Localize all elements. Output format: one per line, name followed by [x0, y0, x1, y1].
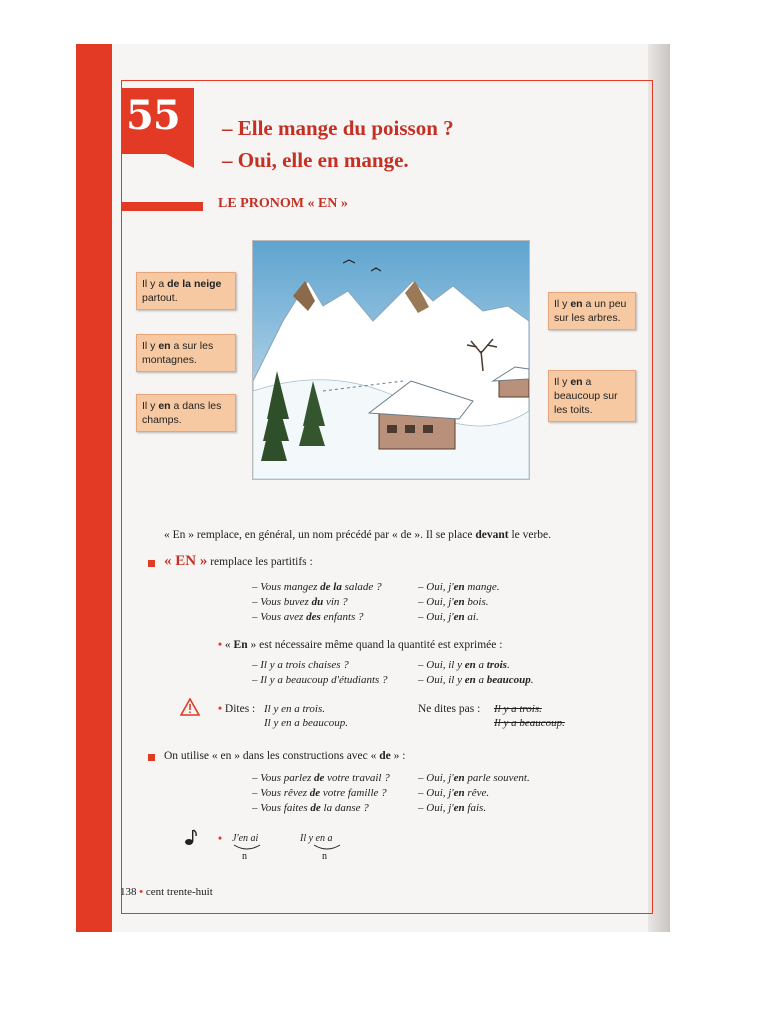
partitive-question-1: – Vous mangez de la salade ? — [252, 581, 382, 593]
incorrect-example-2: Il y a beaucoup. — [494, 717, 565, 729]
quantity-answer-1: – Oui, il y en a trois. — [418, 659, 510, 671]
construction-answer-3: – Oui, j'en fais. — [418, 802, 487, 814]
subtitle-ribbon — [121, 202, 203, 211]
label-on-trees: Il y en a un peu sur les arbres. — [548, 292, 636, 330]
lesson-number: 55 — [126, 92, 180, 139]
textbook-page — [76, 44, 670, 932]
incorrect-example-1: Il y a trois. — [494, 703, 542, 715]
snow-scene-illustration — [252, 240, 530, 480]
construction-question-1: – Vous parlez de votre travail ? — [252, 772, 390, 784]
lesson-subtitle: LE PRONOM « EN » — [218, 196, 348, 211]
section2-heading: On utilise « en » dans les constructions avec « de » : — [164, 750, 406, 762]
section1-heading: « EN » remplace les partitifs : — [164, 553, 313, 569]
liaison-arc-2 — [312, 844, 342, 852]
label-on-mountains: Il y en a sur les montagnes. — [136, 334, 236, 372]
left-red-bar — [76, 44, 112, 932]
page-footer: 138 • cent trente-huit — [120, 886, 213, 898]
section1-marker — [148, 560, 155, 567]
construction-question-2: – Vous rêvez de votre famille ? — [252, 787, 387, 799]
quantity-question-1: – Il y a trois chaises ? — [252, 659, 349, 671]
construction-answer-1: – Oui, j'en parle souvent. — [418, 772, 530, 784]
quantity-rule: • « En » est nécessaire même quand la quantité est exprimée : — [218, 639, 503, 651]
quantity-question-2: – Il y a beaucoup d'étudiants ? — [252, 674, 388, 686]
intro-rule: « En » remplace, en général, un nom précédé par « de ». Il se place devant le verbe. — [164, 529, 552, 541]
partitive-answer-2: – Oui, j'en bois. — [418, 596, 489, 608]
ne-dites-pas-label: Ne dites pas : — [418, 703, 481, 715]
liaison-sound-1: n — [242, 851, 247, 862]
construction-answer-2: – Oui, j'en rêve. — [418, 787, 490, 799]
lesson-number-tail — [162, 152, 194, 168]
lesson-title-line2: – Oui, elle en mange. — [222, 148, 409, 172]
quantity-answer-2: – Oui, il y en a beaucoup. — [418, 674, 534, 686]
liaison-sound-2: n — [322, 851, 327, 862]
partitive-question-2: – Vous buvez du vin ? — [252, 596, 348, 608]
partitive-question-3: – Vous avez des enfants ? — [252, 611, 364, 623]
liaison-arc-1 — [232, 844, 262, 852]
snow-scene-svg — [253, 241, 529, 479]
warning-icon — [180, 698, 200, 716]
label-snow-everywhere: Il y a de la neige partout. — [136, 272, 236, 310]
dites-label: • Dites : — [218, 703, 256, 715]
liaison-bullet: • — [218, 833, 223, 845]
section2-marker — [148, 754, 155, 761]
label-on-roofs: Il y en a beaucoup sur les toits. — [548, 370, 636, 422]
partitive-answer-1: – Oui, j'en mange. — [418, 581, 500, 593]
liaison-example-2: Il y en a — [300, 833, 333, 844]
liaison-example-1: J'en ai — [232, 833, 259, 844]
dites-correct-1: Il y en a trois. — [264, 703, 325, 715]
dites-correct-2: Il y en a beaucoup. — [264, 717, 348, 729]
partitive-answer-3: – Oui, j'en ai. — [418, 611, 479, 623]
lesson-title-line1: – Elle mange du poisson ? — [222, 116, 454, 140]
music-note-icon — [184, 828, 198, 846]
label-in-fields: Il y en a dans les champs. — [136, 394, 236, 432]
construction-question-3: – Vous faites de la danse ? — [252, 802, 369, 814]
